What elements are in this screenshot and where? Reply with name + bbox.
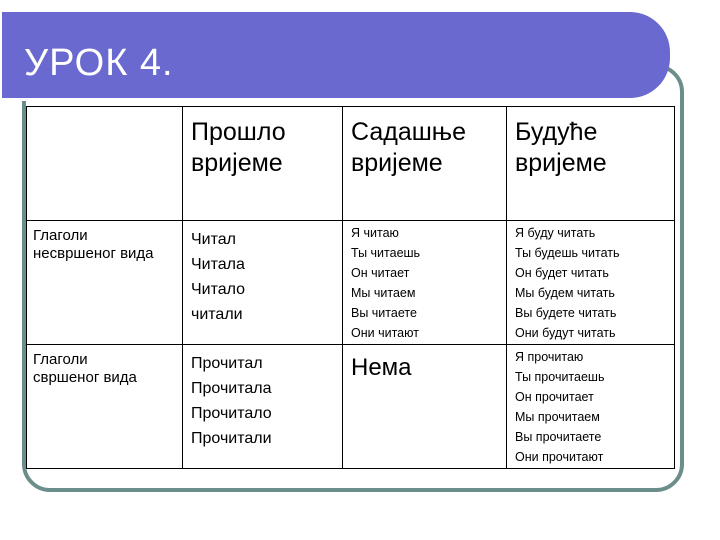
- row-label: свршеног вида: [33, 369, 137, 386]
- present-cell: [343, 345, 507, 469]
- title-bar: [2, 12, 670, 98]
- future-form: Мы будем читать: [515, 286, 615, 300]
- header-cell-future: [507, 107, 675, 221]
- row-label-cell: [27, 345, 183, 469]
- present-form: Ты читаешь: [351, 246, 421, 260]
- future-cell: [507, 221, 675, 345]
- present-none: Нема: [351, 354, 412, 381]
- future-form: Вы прочитаете: [515, 430, 602, 444]
- row-label-cell: [27, 221, 183, 345]
- future-form: Я буду читать: [515, 226, 596, 240]
- row-label: Глаголи: [33, 351, 88, 368]
- header-cell-present: [343, 107, 507, 221]
- past-form: Читал: [191, 231, 236, 248]
- past-form: Читала: [191, 256, 245, 273]
- future-form: Ты будешь читать: [515, 246, 620, 260]
- past-form: Прочитало: [191, 405, 272, 422]
- future-form: Они будут читать: [515, 326, 616, 340]
- past-form: Прочитал: [191, 355, 263, 372]
- past-cell: [183, 221, 343, 345]
- present-form: Вы читаете: [351, 306, 417, 320]
- future-form: Он будет читать: [515, 266, 609, 280]
- header-text: вријеме: [191, 149, 283, 177]
- conjugation-table: [26, 106, 675, 469]
- table-header-row: [27, 107, 675, 221]
- present-form: Они читают: [351, 326, 419, 340]
- future-form: Они прочитают: [515, 450, 604, 464]
- future-form: Ты прочитаешь: [515, 370, 605, 384]
- past-cell: [183, 345, 343, 469]
- past-form: читали: [191, 306, 243, 323]
- header-text: вријеме: [351, 149, 443, 177]
- row-label: Глаголи: [33, 227, 88, 244]
- future-form: Вы будете читать: [515, 306, 617, 320]
- future-form: Я прочитаю: [515, 350, 584, 364]
- future-cell: [507, 345, 675, 469]
- present-form: Я читаю: [351, 226, 399, 240]
- table-row-imperfective: [27, 221, 675, 345]
- future-form: Мы прочитаем: [515, 410, 600, 424]
- row-label: несвршеног вида: [33, 245, 154, 262]
- past-form: Прочитала: [191, 380, 272, 397]
- table-row-perfective: [27, 345, 675, 469]
- header-text: Будуће: [515, 118, 598, 146]
- present-form: Мы читаем: [351, 286, 416, 300]
- present-form: Он читает: [351, 266, 410, 280]
- past-form: Читало: [191, 281, 246, 298]
- present-cell: [343, 221, 507, 345]
- header-cell-empty: [27, 107, 183, 221]
- future-form: Он прочитает: [515, 390, 594, 404]
- header-text: Прошло: [191, 118, 286, 146]
- header-text: вријеме: [515, 149, 607, 177]
- slide-title: УРОК 4.: [24, 42, 174, 84]
- title-underline: [20, 98, 638, 101]
- past-form: Прочитали: [191, 430, 272, 447]
- header-cell-past: [183, 107, 343, 221]
- header-text: Садашње: [351, 118, 467, 146]
